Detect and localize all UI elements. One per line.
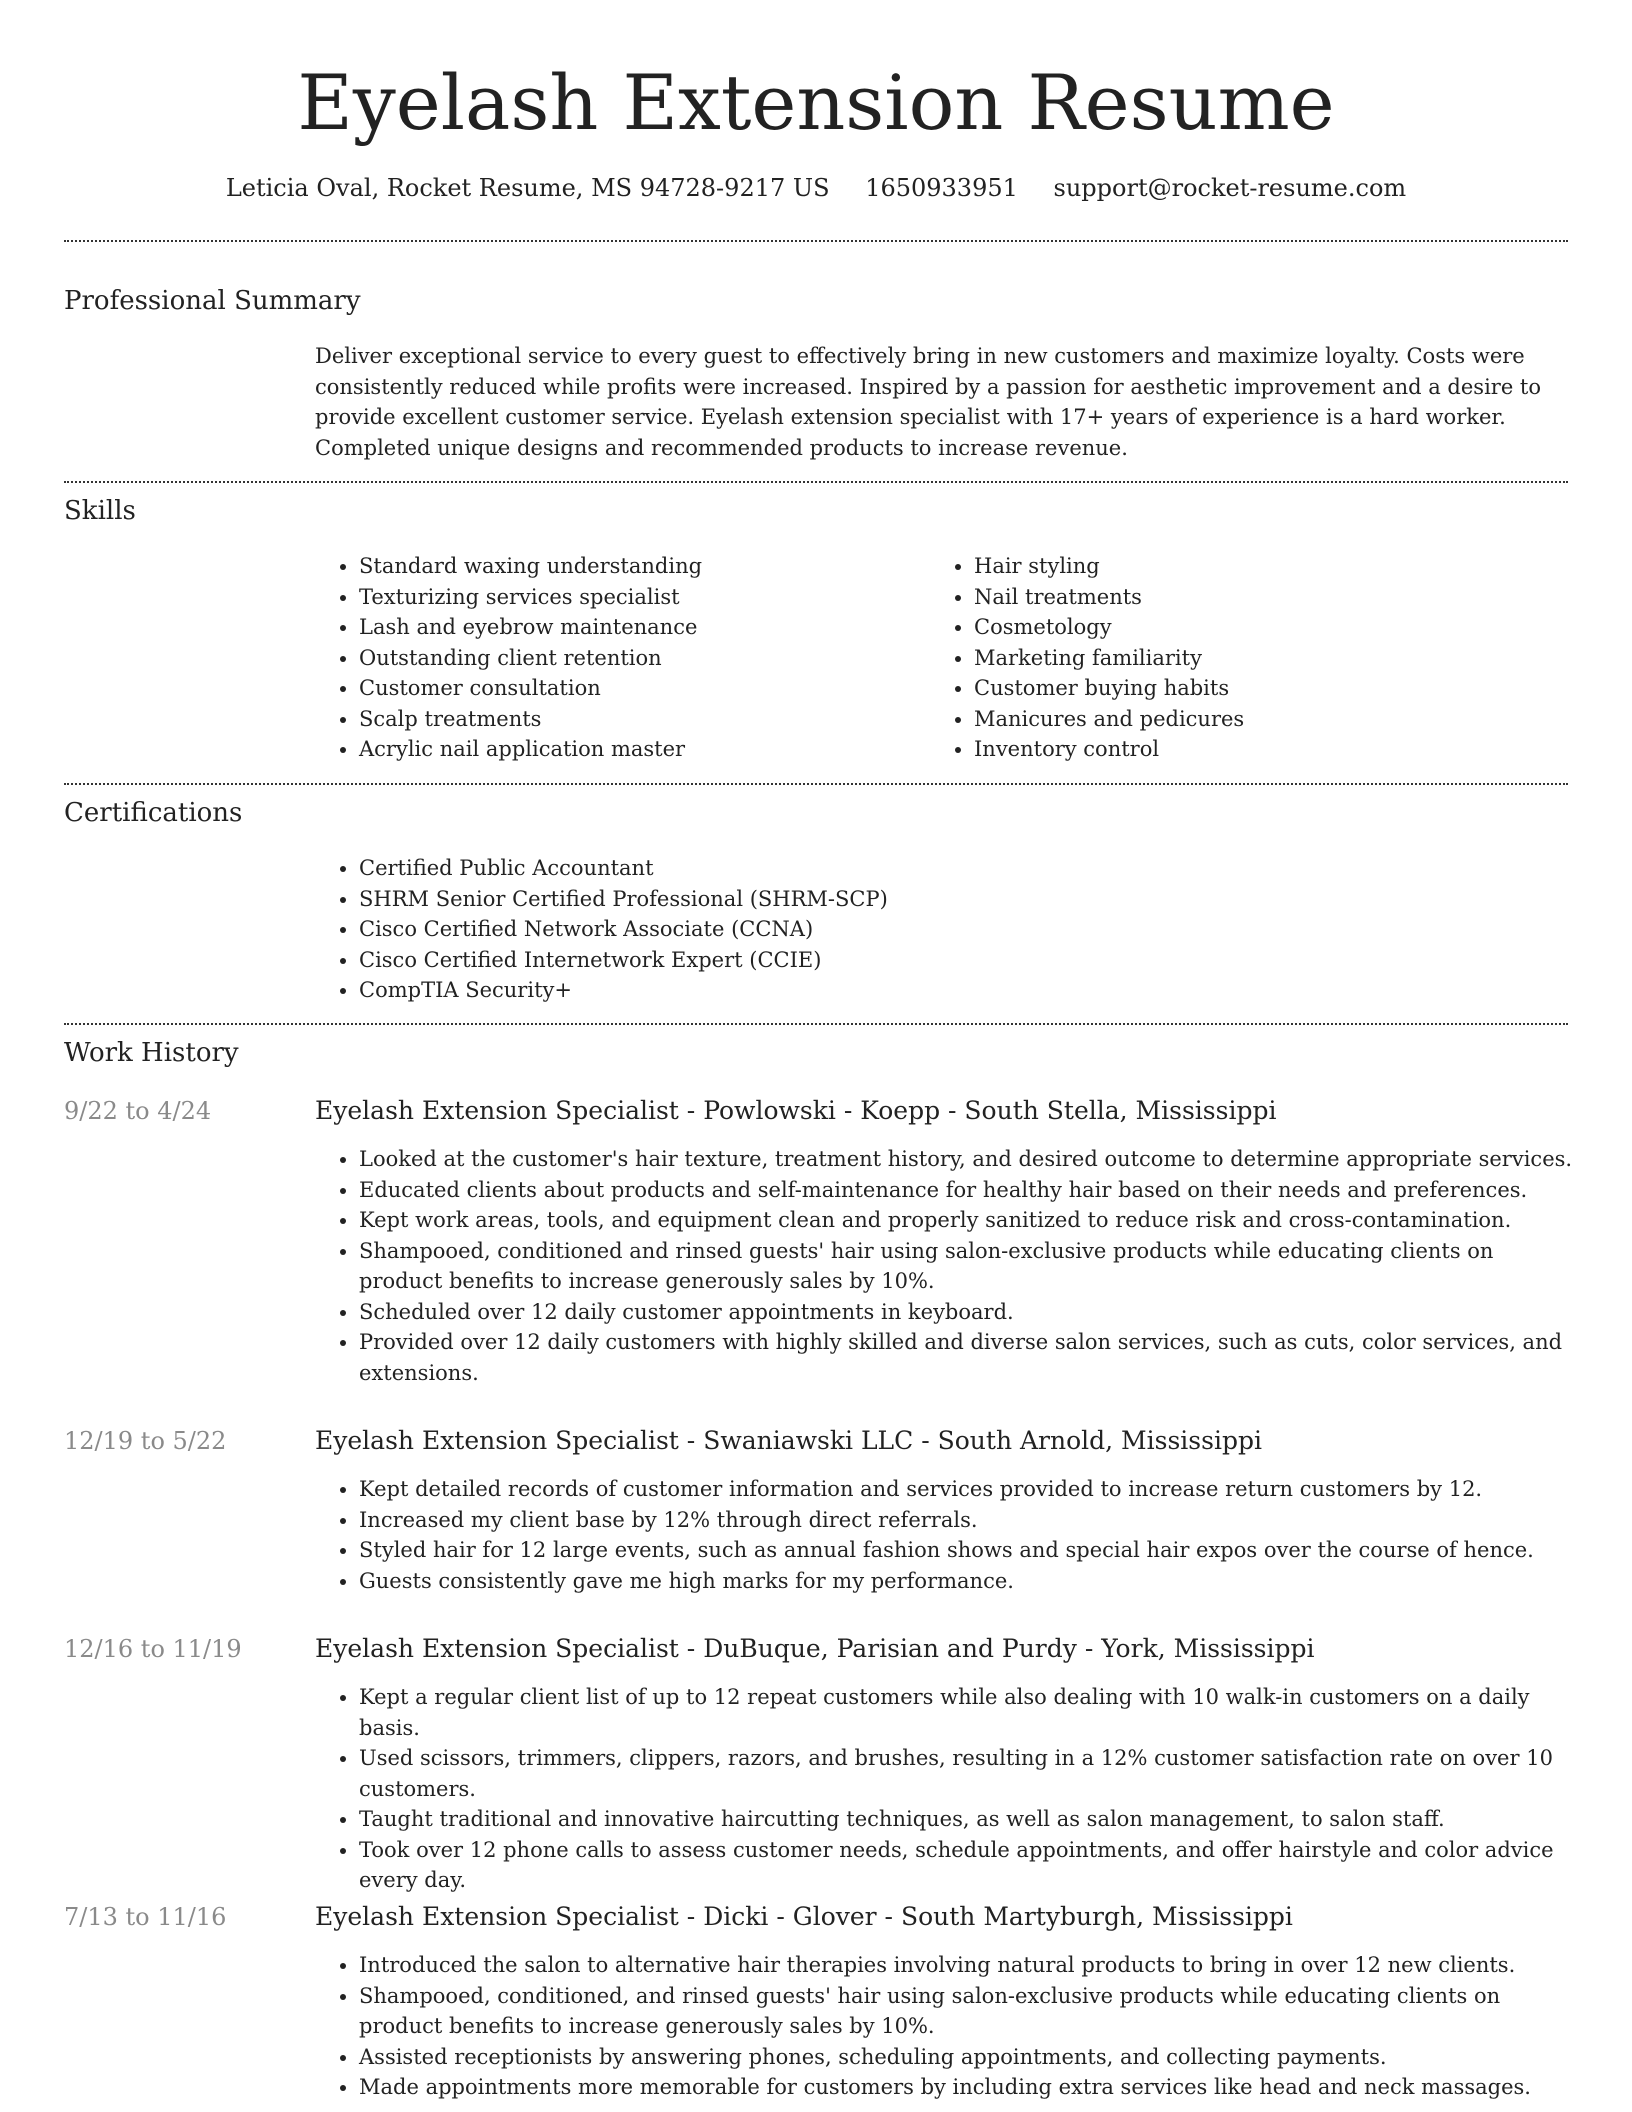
job-duty: • Assisted receptionists by answering phones, scheduling appointments, and collecting payments.: [359, 2042, 1575, 2073]
job-duty: • Increased my client base by 12% through direct referrals.: [359, 1505, 1575, 1536]
skills-list-right: [930, 551, 1530, 765]
contact-address: Leticia Oval, Rocket Resume, MS 94728-9217 US: [225, 174, 830, 202]
skill-item: • Cosmetology: [974, 612, 1530, 643]
skills-heading: Skills: [64, 496, 136, 526]
job-duties: [315, 1144, 1575, 1388]
skill-item: • Marketing familiarity: [974, 643, 1530, 674]
job-duty: • Taught traditional and innovative haircutting techniques, as well as salon management, to salon staff.: [359, 1804, 1575, 1835]
certification-item: • Certified Public Accountant: [359, 853, 1565, 884]
resume-title: Eyelash Extension Resume: [297, 58, 1335, 147]
contact-phone: 1650933951: [865, 174, 1018, 202]
job-duty: • Provided over 12 daily customers with highly skilled and diverse salon services, such as cuts, color services, and extensions.: [359, 1327, 1575, 1388]
job-dates: 9/22 to 4/24: [64, 1097, 212, 1125]
skill-item: • Nail treatments: [974, 582, 1530, 613]
skill-item: • Manicures and pedicures: [974, 704, 1530, 735]
skill-item: • Customer buying habits: [974, 673, 1530, 704]
skill-item: • Customer consultation: [359, 673, 915, 704]
job-duty: • Educated clients about products and self-maintenance for healthy hair based on their needs and preferences.: [359, 1175, 1575, 1206]
skill-item: • Outstanding client retention: [359, 643, 915, 674]
job-duty: • Made appointments more memorable for customers by including extra services like head and neck massages.: [359, 2072, 1575, 2103]
job-duty: • Guests consistently gave me high marks for my performance.: [359, 1566, 1575, 1597]
certification-item: • Cisco Certified Internetwork Expert (CCIE): [359, 945, 1565, 976]
job-title: Eyelash Extension Specialist - DuBuque, Parisian and Purdy - York, Mississippi: [315, 1634, 1315, 1663]
job-title: Eyelash Extension Specialist - Dicki - Glover - South Martyburgh, Mississippi: [315, 1902, 1293, 1931]
skill-item: • Lash and eyebrow maintenance: [359, 612, 915, 643]
job-duty: • Introduced the salon to alternative hair therapies involving natural products to bring in over 12 new clients.: [359, 1950, 1575, 1981]
job-dates: 7/13 to 11/16: [64, 1903, 227, 1931]
skill-item: • Standard waxing understanding: [359, 551, 915, 582]
section-divider: [64, 240, 1568, 242]
section-divider: [64, 1023, 1568, 1025]
summary-heading: Professional Summary: [64, 286, 361, 316]
job-title: Eyelash Extension Specialist - Powlowski - Koepp - South Stella, Mississippi: [315, 1096, 1277, 1125]
job-duty: • Kept detailed records of customer information and services provided to increase return customers by 12.: [359, 1474, 1575, 1505]
section-divider: [64, 481, 1568, 483]
job-duty: • Scheduled over 12 daily customer appointments in keyboard.: [359, 1297, 1575, 1328]
job-duties: [315, 1682, 1575, 1896]
job-duties: [315, 1950, 1575, 2103]
skill-item: • Texturizing services specialist: [359, 582, 915, 613]
section-divider: [64, 783, 1568, 785]
summary-text: Deliver exceptional service to every guest to effectively bring in new customers and maximize loyalty. Costs were consistently reduced while profits were increased. Inspired by a passion for aesthetic improvement and a desire to provide excellent customer service. Eyelash extension specialist with 17+ years of experience is a hard worker. Completed unique designs and recommended products to increase revenue.: [315, 344, 1542, 460]
job-duty: • Used scissors, trimmers, clippers, razors, and brushes, resulting in a 12% customer satisfaction rate on over 10 customers.: [359, 1743, 1575, 1804]
certifications-list: [315, 853, 1565, 1006]
job-duty: • Took over 12 phone calls to assess customer needs, schedule appointments, and offer hairstyle and color advice every day.: [359, 1835, 1575, 1896]
job-dates: 12/16 to 11/19: [64, 1635, 242, 1663]
skill-item: • Scalp treatments: [359, 704, 915, 735]
contact-email: support@rocket-resume.com: [1053, 174, 1407, 202]
contact-line: [0, 168, 1632, 208]
job-title: Eyelash Extension Specialist - Swaniawski LLC - South Arnold, Mississippi: [315, 1426, 1262, 1455]
certification-item: • SHRM Senior Certified Professional (SHRM-SCP): [359, 884, 1565, 915]
job-duty: • Looked at the customer's hair texture, treatment history, and desired outcome to determine appropriate services.: [359, 1144, 1575, 1175]
skill-item: • Inventory control: [974, 734, 1530, 765]
skill-item: • Hair styling: [974, 551, 1530, 582]
job-dates: 12/19 to 5/22: [64, 1427, 227, 1455]
job-duty: • Shampooed, conditioned, and rinsed guests' hair using salon-exclusive products while educating clients on product benefits to increase generously sales by 10%.: [359, 1981, 1575, 2042]
certification-item: • CompTIA Security+: [359, 975, 1565, 1006]
job-duty: • Kept a regular client list of up to 12 repeat customers while also dealing with 10 walk-in customers on a daily basis.: [359, 1682, 1575, 1743]
job-duties: [315, 1474, 1575, 1596]
job-duty: • Kept work areas, tools, and equipment clean and properly sanitized to reduce risk and cross-contamination.: [359, 1205, 1575, 1236]
certification-item: • Cisco Certified Network Associate (CCNA): [359, 914, 1565, 945]
job-duty: • Styled hair for 12 large events, such as annual fashion shows and special hair expos over the course of hence.: [359, 1535, 1575, 1566]
skills-list-left: [315, 551, 915, 765]
work-history-heading: Work History: [64, 1038, 239, 1068]
certifications-heading: Certifications: [64, 798, 243, 828]
job-duty: • Shampooed, conditioned and rinsed guests' hair using salon-exclusive products while educating clients on product benefits to increase generously sales by 10%.: [359, 1236, 1575, 1297]
skill-item: • Acrylic nail application master: [359, 734, 915, 765]
